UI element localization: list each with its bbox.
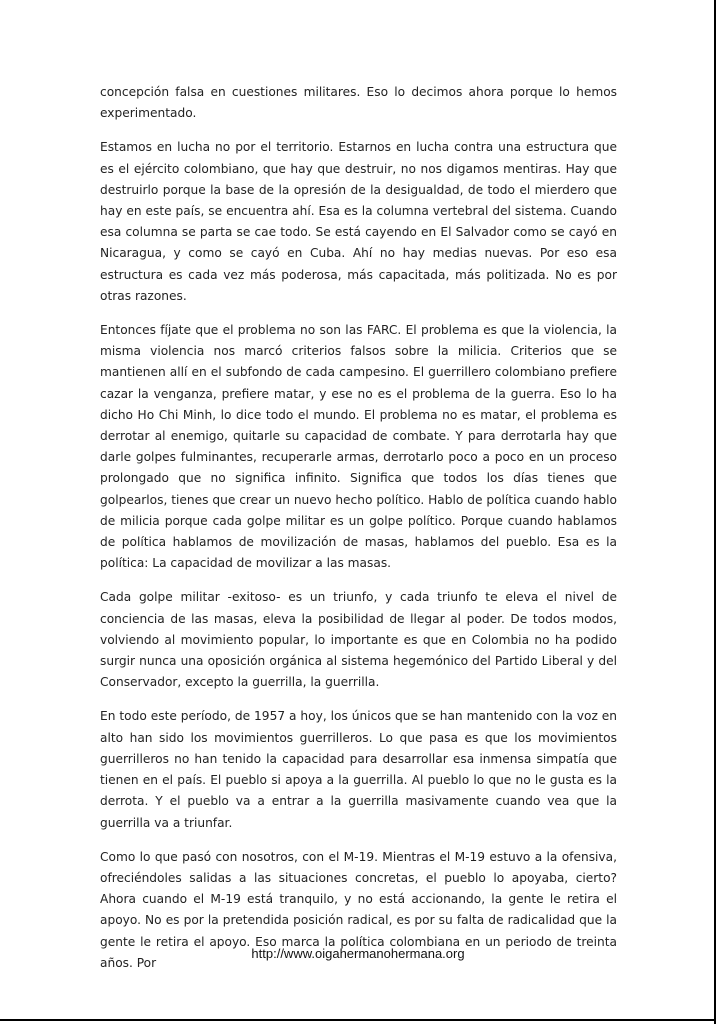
paragraph-6: Como lo que pasó con nosotros, con el M-19. Mientras el M-19 estuvo a la ofensiva, ofreciéndoles salidas a las situaciones concretas, el pueblo lo apoyaba, cierto? Ahora cuando el M-19 está tranquilo, y no está accionando, la gente le retira el apoyo. No es por la pretendida posición radical, es por su falta de radicalidad que la gente le retira el apoyo. Eso marca la política colombiana en un periodo de treinta años. Por — [100, 849, 617, 970]
paragraph-2: Estamos en lucha no por el territorio. Estarnos en lucha contra una estructura que es el ejército colombiano, que hay que destruir, no nos digamos mentiras. Hay que destruirlo porque la base de la opresión de la desigualdad, de todo el mierdero que hay en este país, se encuentra ahí. Esa es la columna vertebral del sistema. Cuando esa columna se parta se cae todo. Se está cayendo en El Salvador como se cayó en Nicaragua, y como se cayó en Cuba. Ahí no hay medias nuevas. Por eso esa estructura es cada vez más poderosa, más capacitada, más politizada. No es por otras razones. — [100, 140, 617, 303]
paragraph-3: Entonces fíjate que el problema no son las FARC. El problema es que la violencia, la misma violencia nos marcó criterios falsos sobre la milicia. Criterios que se mantienen allí en el subfondo de cada campesino. El guerrillero colombiano prefiere cazar la venganza, prefiere matar, y ese no es el problema de la guerra. Eso lo ha dicho Ho Chi Minh, lo dice todo el mundo. El problema no es matar, el problema es derrotar al enemigo, quitarle su capacidad de combate. Y para derrotarla hay que darle golpes fulminantes, recuperarle armas, derrotarlo poco a poco en un proceso prolongado que no significa infinito. Significa que todos los días tienes que golpearlos, tienes que crear un nuevo hecho político. Hablo de política cuando hablo de milicia porque cada golpe militar es un golpe político. Porque cuando hablamos de política hablamos de movilización de masas, hablamos del pueblo. Esa es la política: La capacidad de movilizar a las masas. — [100, 323, 617, 571]
paragraph-5: En todo este período, de 1957 a hoy, los únicos que se han mantenido con la voz en alto han sido los movimientos guerrilleros. Lo que pasa es que los movimientos guerrilleros no han tenido la capacidad para desarrollar esa inmensa simpatía que tienen en el país. El pueblo si apoya a la guerrilla. Al pueblo lo que no le gusta es la derrota. Y el pueblo va a entrar a la guerrilla masivamente cuando vea que la guerrilla va a triunfar. — [100, 709, 617, 830]
page-border-bottom — [0, 1019, 716, 1021]
paragraph-4: Cada golpe militar -exitoso- es un triunfo, y cada triunfo te eleva el nivel de conciencia de las masas, eleva la posibilidad de llegar al poder. De todos modos, volviendo al movimiento popular, lo importante es que en Colombia no ha podido surgir nunca una oposición orgánica al sistema hegemónico del Partido Liberal y del Conservador, excepto la guerrilla, la guerrilla. — [100, 590, 617, 690]
footer-url-link[interactable]: http://www.oigahermanohermana.org — [251, 946, 465, 961]
page-border-right — [714, 0, 716, 1024]
paragraph-1: concepción falsa en cuestiones militares. Eso lo decimos ahora porque lo hemos experimentado. — [100, 85, 617, 121]
document-body — [100, 82, 617, 987]
